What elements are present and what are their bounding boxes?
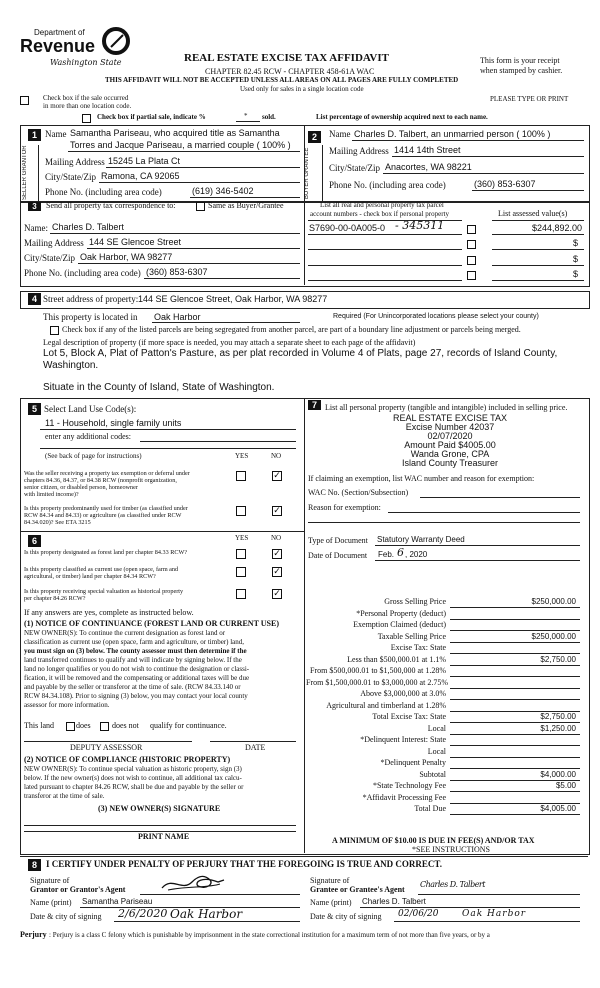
tax-row-label: Above $3,000,000 at 3.0% <box>360 689 446 698</box>
s5-yes-header: YES <box>235 452 249 460</box>
minimum-due-note: A MINIMUM OF $10.00 IS DUE IN FEE(S) AND/OR TAX <box>332 836 535 845</box>
located-label: This property is located in <box>43 312 138 322</box>
tax-row-label: Local <box>427 724 446 733</box>
tax-row-label: From $1,500,000.01 to $3,000,000 at 2.75% <box>306 678 448 687</box>
street-value[interactable]: 144 SE Glencoe Street, Oak Harbor, WA 98277 <box>138 294 328 304</box>
grantee-signature: Charles D. Talbert <box>420 880 485 889</box>
tax-row-line <box>450 722 580 723</box>
stamp-line-4: Amount Paid $4005.00 <box>404 440 496 450</box>
tax-row-value[interactable]: $2,750.00 <box>540 712 576 721</box>
tax-row-value[interactable]: $250,000.00 <box>531 632 576 641</box>
partial-sale-checkbox[interactable] <box>82 114 91 123</box>
tax-row-label: *State Technology Fee <box>372 781 446 790</box>
buyer-phone-value[interactable]: (360) 853-6307 <box>474 179 536 189</box>
tax-row-line <box>450 814 580 815</box>
land-use-value[interactable]: 11 - Household, single family units <box>45 418 182 428</box>
s5-q2-yes-checkbox[interactable] <box>236 506 246 516</box>
buyer-name-value[interactable]: Charles D. Talbert, an unmarried person ( 100% ) <box>354 129 551 139</box>
same-as-buyer-label: Same as Buyer/Grantee <box>208 201 284 210</box>
s5-q2-no-checkbox[interactable]: ✓ <box>273 506 281 516</box>
section-8-number: 8 <box>28 859 41 871</box>
s6-q3-yes-checkbox[interactable] <box>236 589 246 599</box>
revenue-logo-icon <box>100 26 132 56</box>
receipt-note-1: This form is your receipt <box>480 56 560 65</box>
tax-row-label: *Affidavit Processing Fee <box>362 793 446 802</box>
tax-row-value[interactable]: $250,000.00 <box>531 597 576 606</box>
tax-row-value[interactable]: $4,005.00 <box>540 804 576 813</box>
form-warning: THIS AFFIDAVIT WILL NOT BE ACCEPTED UNLESS ALL AREAS ON ALL PAGES ARE FULLY COMPLETED <box>105 76 459 84</box>
grantor-city[interactable]: Oak Harbor <box>170 907 243 921</box>
tax-row-line <box>450 757 580 758</box>
corr-name-value[interactable]: Charles D. Talbert <box>52 222 124 232</box>
partial-sale-pct[interactable]: * <box>244 112 248 120</box>
perjury-label: Perjury <box>20 930 47 939</box>
parcel-2-personal-checkbox[interactable] <box>467 240 476 249</box>
multi-location-label-1: Check box if the sale occurred <box>43 94 129 102</box>
s6-q2-line-2: agricultural, or timber) land per chapter 84.34 RCW? <box>24 573 156 580</box>
s6-q3-line-2: per chapter 84.26 RCW? <box>24 595 86 602</box>
qualify-label: qualify for continuance. <box>150 721 227 730</box>
parcel-1-personal-checkbox[interactable] <box>467 225 476 234</box>
grantee-sig-label-2: Grantee or Grantee's Agent <box>310 885 405 894</box>
grantor-date-label: Date & city of signing <box>30 912 102 921</box>
section-5-number: 5 <box>28 403 41 415</box>
section-2-number: 2 <box>308 131 321 143</box>
stamp-line-1: REAL ESTATE EXCISE TAX <box>392 413 508 423</box>
deputy-date-label: DATE <box>245 743 266 752</box>
parcel-4-dollar: $ <box>573 269 579 279</box>
land-use-label: Select Land Use Code(s): <box>44 404 137 414</box>
tax-row-label: Agricultural and timberland at 1.28% <box>326 701 446 710</box>
additional-codes-label: enter any additional codes: <box>45 432 131 441</box>
grantor-sig-label-1: Signature of <box>30 876 70 885</box>
if-yes-note: If any answers are yes, complete as instructed below. <box>24 608 194 617</box>
s6-q1: Is this property designated as forest land per chapter 84.33 RCW? <box>24 549 188 556</box>
doc-date-month[interactable]: Feb. <box>378 550 395 559</box>
tax-row-label: Excise Tax: State <box>390 643 446 652</box>
corr-city-value[interactable]: Oak Harbor, WA 98277 <box>80 252 173 262</box>
s6-q1-no-checkbox[interactable]: ✓ <box>273 549 281 559</box>
perjury-text: : Perjury is a class C felony which is punishable by imprisonment in the state correctional institution for a maximum term of not more than five years, or by a <box>49 931 490 939</box>
doc-date-day[interactable]: 6 <box>397 546 404 559</box>
does-label: does <box>76 721 91 730</box>
s5-q2-line-2: RCW 84.34 and 84.33) or agriculture (as classified under RCW <box>24 512 182 519</box>
corr-mail-value[interactable]: 144 SE Glencoe Street <box>89 237 182 247</box>
cont-text-1: NEW OWNER(S): To continue the current designation as forest land or <box>24 629 226 637</box>
tax-row-label: *Delinquent Interest: State <box>360 735 446 744</box>
parcel-2-dollar: $ <box>573 238 579 248</box>
tax-row-label: *Delinquent Penalty <box>380 758 446 767</box>
section-7-number: 7 <box>308 400 321 410</box>
tax-row-label: From $500,000.01 to $1,500,000 at 1.28% <box>310 666 446 675</box>
cont-text-9: assessor for more information. <box>24 701 110 709</box>
dept-state: Washington State <box>50 58 122 67</box>
s6-q3-line-1: Is this property receiving special valuation as historical property <box>24 588 184 595</box>
buyer-phone-label: Phone No. (including area code) <box>329 180 446 190</box>
doc-date-label: Date of Document <box>308 551 368 560</box>
multi-location-checkbox[interactable] <box>20 96 29 105</box>
tax-row-value[interactable]: $1,250.00 <box>540 724 576 733</box>
cont-text-3: you must sign on (3) below. The county assessor must then determine if the <box>24 647 247 655</box>
tax-row-line <box>450 607 580 608</box>
parcel-header-1: List all real and personal property tax parcel <box>320 201 444 209</box>
tax-row-line <box>450 676 580 677</box>
tax-row-label: Local <box>427 747 446 756</box>
corr-city-label: City/State/Zip <box>24 253 75 263</box>
grantor-date[interactable]: 2/6/2020 <box>118 907 168 920</box>
tax-row-label: *Personal Property (deduct) <box>356 609 446 618</box>
corr-name-label: Name: <box>24 223 48 233</box>
seller-mail-label: Mailing Address <box>45 157 105 167</box>
s5-q2-line-3: 84.34.020)? See ETA 3215 <box>24 519 91 526</box>
grantor-print-label: Name (print) <box>30 898 72 907</box>
this-land-label: This land <box>24 721 54 730</box>
grantor-signature <box>158 870 228 896</box>
section-3-number: 3 <box>28 202 41 211</box>
receipt-note-2: when stamped by cashier. <box>480 66 563 75</box>
s5-q2-line-1: Is this property predominantly used for timber (as classified under <box>24 505 188 512</box>
does-not-checkbox[interactable] <box>100 722 109 731</box>
s5-q1-line-4: with limited income)? <box>24 491 79 498</box>
legal-label: Legal description of property (if more space is needed, you may attach a separate sheet to each page of the affidavit) <box>43 338 416 347</box>
tax-row-value[interactable]: $2,750.00 <box>540 655 576 664</box>
segregated-label: Check box if any of the listed parcels are being segregated from another parcel, are part of a boundary line adjustment or parcels being merged. <box>62 325 521 334</box>
dept-name: Revenue <box>20 36 96 56</box>
certify-statement: I CERTIFY UNDER PENALTY OF PERJURY THAT THE FOREGOING IS TRUE AND CORRECT. <box>46 859 443 869</box>
multi-location-label-2: in more than one location code. <box>43 102 132 110</box>
section-6-number: 6 <box>28 535 41 547</box>
assessed-header: List assessed value(s) <box>498 209 568 218</box>
s5-q1-no-checkbox[interactable]: ✓ <box>273 471 281 481</box>
see-back-note: (See back of page for instructions) <box>45 452 142 460</box>
wac-label: WAC No. (Section/Subsection) <box>308 488 409 497</box>
tax-row-label: Exemption Claimed (deduct) <box>353 620 446 629</box>
historic-title: (2) NOTICE OF COMPLIANCE (HISTORIC PROPERTY) <box>24 755 231 764</box>
corr-mail-label: Mailing Address <box>24 238 84 248</box>
hist-text-3: lated pursuant to chapter 84.26 RCW, shall be due and payable by the seller or <box>24 783 244 791</box>
cont-text-2: classification as current use (open space, farm and agriculture, or timber) land, <box>24 638 245 646</box>
tax-row-line <box>450 630 580 631</box>
grantee-date-label: Date & city of signing <box>310 912 382 921</box>
parcel-3-dollar: $ <box>573 254 579 264</box>
seller-name-label: Name <box>45 129 67 139</box>
seller-city-label: City/State/Zip <box>45 172 96 182</box>
grantor-print-name[interactable]: Samantha Pariseau <box>82 897 153 906</box>
tax-row-line <box>450 653 580 654</box>
tax-row-line <box>450 734 580 735</box>
hist-text-4: transferor at the time of sale. <box>24 792 105 800</box>
seller-mail-value[interactable]: 15245 La Plata Ct <box>108 156 181 166</box>
stamp-line-6: Island County Treasurer <box>401 458 499 468</box>
s6-q2-line-1: Is this property classified as current use (open space, farm and <box>24 566 179 573</box>
tax-row-label: Subtotal <box>419 770 446 779</box>
grantee-date[interactable]: 02/06/20 <box>398 909 439 919</box>
seller-name-line-1[interactable]: Samantha Pariseau, who acquired title as Samantha <box>70 128 280 138</box>
doc-type-label: Type of Document <box>308 536 368 545</box>
parcel-4-personal-checkbox[interactable] <box>467 271 476 280</box>
legal-line-3[interactable]: Situate in the County of Island, State of Washington. <box>43 382 275 393</box>
corr-phone-label: Phone No. (including area code) <box>24 268 141 278</box>
segregated-checkbox[interactable] <box>50 326 59 335</box>
continuance-title: (1) NOTICE OF CONTINUANCE (FOREST LAND OR CURRENT USE) <box>24 619 279 628</box>
s6-yes-header: YES <box>235 534 249 542</box>
buyer-mail-label: Mailing Address <box>329 146 389 156</box>
seller-phone-value[interactable]: (619) 346-5402 <box>192 186 254 196</box>
corr-phone-value[interactable]: (360) 853-6307 <box>146 267 208 277</box>
same-as-buyer-checkbox[interactable] <box>196 202 205 211</box>
parcel-1-number[interactable]: S7690-00-0A005-0 <box>309 223 386 233</box>
does-checkbox[interactable] <box>66 722 75 731</box>
s6-q2-no-checkbox[interactable]: ✓ <box>273 567 281 577</box>
send-correspondence-label: Send all property tax correspondence to: <box>46 201 176 210</box>
parcel-1-assessed[interactable]: $244,892.00 <box>531 223 582 233</box>
see-instructions-note: *SEE INSTRUCTIONS <box>412 845 491 854</box>
s5-q1-line-1: Was the seller receiving a property tax exemption or deferral under <box>24 470 190 477</box>
buyer-name-label: Name <box>329 129 351 139</box>
grantee-print-name[interactable]: Charles D. Talbert <box>362 897 426 906</box>
hist-text-2: below. If the new owner(s) does not wish to continue, all additional tax calcu- <box>24 774 242 782</box>
tax-row-line <box>450 791 580 792</box>
stamp-line-2: Excise Number 42037 <box>405 422 495 432</box>
section-4-number: 4 <box>28 293 41 305</box>
parcel-3-personal-checkbox[interactable] <box>467 256 476 265</box>
tax-row-line <box>450 688 580 689</box>
stamp-line-3: 02/07/2020 <box>427 431 473 441</box>
tax-row-value[interactable]: $5.00 <box>555 781 576 790</box>
parcel-1-handwritten: - 345311 <box>395 219 445 232</box>
tax-row-line <box>450 619 580 620</box>
buyer-city-label: City/State/Zip <box>329 163 380 173</box>
s5-q1-line-3: senior citizen, or disabled person, homeowner <box>24 484 138 491</box>
cont-text-6: fication, it will be removed and the compensating or additional taxes will be due <box>24 674 250 682</box>
tax-row-label: Total Due <box>414 804 446 813</box>
location-note: Used only for sales in a single location code <box>240 85 364 93</box>
dept-label: Department of <box>34 28 85 37</box>
legal-line-1[interactable]: Lot 5, Block A, Plat of Patton's Pasture, as per plat recorded in Volume 4 of Plats, page 27, records of Island County, <box>43 348 558 359</box>
parcel-header-2: account numbers - check box if personal property <box>310 210 449 218</box>
cont-text-5: land no longer qualifies or you do not wish to continue the designation or classi- <box>24 665 250 673</box>
buyer-mail-value[interactable]: 1414 14th Street <box>394 145 461 155</box>
tax-row-value[interactable]: $4,000.00 <box>540 770 576 779</box>
tax-row-line <box>450 699 580 700</box>
section-1-number: 1 <box>28 129 41 141</box>
partial-sale-sold: sold. <box>262 113 276 121</box>
tax-row-line <box>450 642 580 643</box>
tax-row-line <box>450 745 580 746</box>
print-note: PLEASE TYPE OR PRINT <box>490 95 569 103</box>
s5-no-header: NO <box>271 452 282 460</box>
street-label: Street address of property: <box>43 294 139 304</box>
required-note: Required (For Unincorporated locations please select your county) <box>333 313 539 320</box>
grantee-print-label: Name (print) <box>310 898 352 907</box>
located-value[interactable]: Oak Harbor <box>154 312 201 322</box>
s6-q2-yes-checkbox[interactable] <box>236 567 246 577</box>
tax-row-label: Gross Selling Price <box>384 597 446 606</box>
form-chapter: CHAPTER 82.45 RCW - CHAPTER 458-61A WAC <box>205 67 375 76</box>
tax-row-label: Less than $500,000.01 at 1.1% <box>347 655 446 664</box>
buyer-side-label: BUYER GRANTEE <box>304 147 310 199</box>
tax-row-label: Taxable Selling Price <box>377 632 446 641</box>
cont-text-4: land transferred continues to qualify and will indicate by signing below. If the <box>24 656 242 664</box>
tax-row-label: Total Excise Tax: State <box>372 712 446 721</box>
doc-date-year[interactable]: , 2020 <box>405 550 428 559</box>
form-title: REAL ESTATE EXCISE TAX AFFIDAVIT <box>184 52 389 64</box>
doc-type-value[interactable]: Statutory Warranty Deed <box>377 535 465 544</box>
reason-label: Reason for exemption: <box>308 503 381 512</box>
seller-phone-label: Phone No. (including area code) <box>45 187 162 197</box>
print-name-label: PRINT NAME <box>138 832 190 841</box>
does-not-label: does not <box>112 721 139 730</box>
new-owner-sig-label: (3) NEW OWNER(S) SIGNATURE <box>98 804 221 813</box>
claim-exemption-label: If claiming an exemption, list WAC number and reason for exemption: <box>308 474 535 483</box>
tax-row-line <box>450 768 580 769</box>
partial-sale-label: Check box if partial sale, indicate % <box>97 113 206 121</box>
s6-q3-no-checkbox[interactable]: ✓ <box>273 589 281 599</box>
s6-no-header: NO <box>271 534 282 542</box>
pct-ownership-note: List percentage of ownership acquired next to each name. <box>316 113 488 121</box>
legal-line-2[interactable]: Washington. <box>43 360 99 371</box>
stamp-line-5: Wanda Grone, CPA <box>410 449 490 459</box>
seller-side-label: SELLER GRANTOR <box>22 145 28 201</box>
cont-text-7: and payable by the seller or transferor at the time of sale. (RCW 84.33.140 or <box>24 683 241 691</box>
s5-q1-line-2: chapters 84.36, 84.37, or 84.38 RCW (nonprofit organization, <box>24 477 177 484</box>
s6-q1-yes-checkbox[interactable] <box>236 549 246 559</box>
deputy-assessor-label: DEPUTY ASSESSOR <box>70 743 143 752</box>
cont-text-8: RCW 84.34.108). Prior to signing (3) below, you may contact your local county <box>24 692 248 700</box>
grantee-sig-label-1: Signature of <box>310 876 350 885</box>
seller-city-value[interactable]: Ramona, CA 92065 <box>101 171 180 181</box>
grantor-sig-label-2: Grantor or Grantor's Agent <box>30 885 126 894</box>
s5-q1-yes-checkbox[interactable] <box>236 471 246 481</box>
buyer-city-value[interactable]: Anacortes, WA 98221 <box>385 162 472 172</box>
hist-text-1: NEW OWNER(S): To continue special valuation as historic property, sign (3) <box>24 765 242 773</box>
grantee-city[interactable]: Oak Harbor <box>462 909 527 919</box>
personal-property-label: List all personal property (tangible and intangible) included in selling price. <box>325 403 568 412</box>
tax-row-line <box>450 665 580 666</box>
seller-name-line-2[interactable]: Torres and Jacque Pariseau, a married couple ( 100% ) <box>70 140 291 150</box>
